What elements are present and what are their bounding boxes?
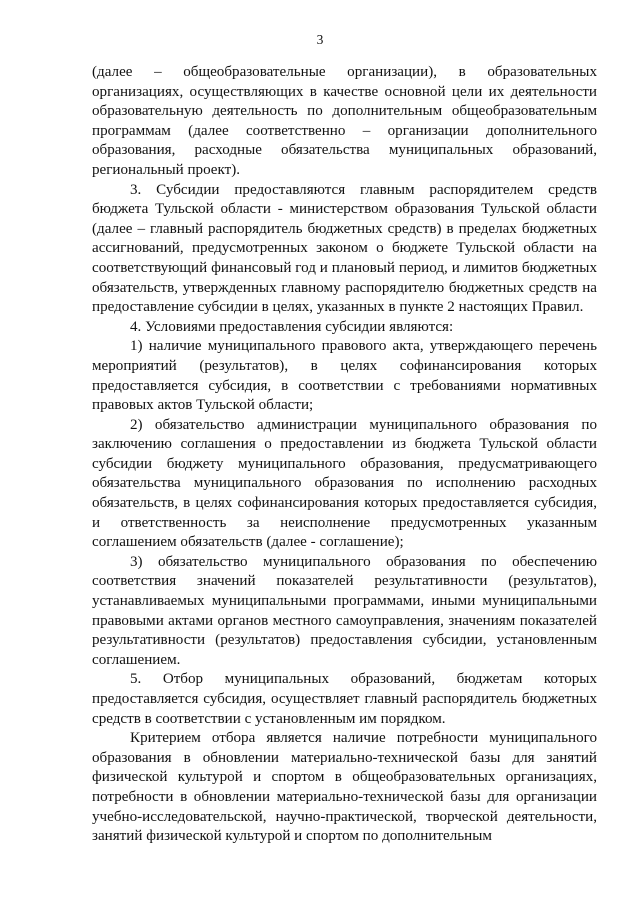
paragraph-item-5: 5. Отбор муниципальных образований, бюджетам которых предоставляется субсидия, осуществляет главный распорядитель бюджетных средств в соответствии с установленным им порядком.	[92, 671, 597, 727]
paragraph-selection-criteria: Критерием отбора является наличие потребности муниципального образования в обновлении материально-технической базы для занятий физической культурой и спортом в общеобразовательных организациях, потребности в обновлении материально-технической базы для организации учебно-исследовательской, научно-практической, творческой деятельности, занятий физической культурой и спортом по дополнительным	[92, 730, 597, 845]
paragraph-item-3: 3. Субсидии предоставляются главным распорядителем средств бюджета Тульской области - министерством образования Тульской области (далее – главный распорядитель бюджетных средств) в пределах бюджетных ассигнований, предусмотренных законом о бюджете Тульской области на соответствующий финансовый год и плановый период, и лимитов бюджетных обязательств, утвержденных главному распорядителю бюджетных средств на предоставление субсидии в целях, указанных в пункте 2 настоящих Правил.	[92, 181, 597, 316]
paragraph-subitem-1: 1) наличие муниципального правового акта, утверждающего перечень мероприятий (результатов), в целях софинансирования которых предоставляется субсидия, в соответствии с требованиями нормативных правовых актов Тульской области;	[92, 338, 597, 414]
paragraph-item-4: 4. Условиями предоставления субсидии являются:	[130, 318, 454, 335]
page-number: 3	[316, 32, 324, 47]
document-body	[92, 63, 597, 847]
paragraph-subitem-3: 3) обязательство муниципального образования по обеспечению соответствия значений показателей результативности (результатов), устанавливаемых муниципальными программами, иными муниципальными правовыми актами органов местного самоуправления, значениям показателей результативности (результатов) предоставления субсидии, установленным соглашением.	[92, 553, 597, 668]
paragraph-continuation: (далее – общеобразовательные организации), в образовательных организациях, осуществляющих в качестве основной цели их деятельности образовательную деятельность по дополнительным общеобразовательным программам (далее соответственно – организации дополнительного образования, расходные обязательства муниципальных образований, региональный проект).	[92, 64, 597, 178]
paragraph-subitem-2: 2) обязательство администрации муниципального образования по заключению соглашения о предоставлении из бюджета Тульской области субсидии бюджету муниципального образования, предусматривающего обязательства муниципального образования по исполнению расходных обязательств, в целях софинансирования которых предоставляется субсидия, и ответственность за неисполнение предусмотренных указанным соглашением обязательств (далее - соглашение);	[92, 416, 597, 551]
